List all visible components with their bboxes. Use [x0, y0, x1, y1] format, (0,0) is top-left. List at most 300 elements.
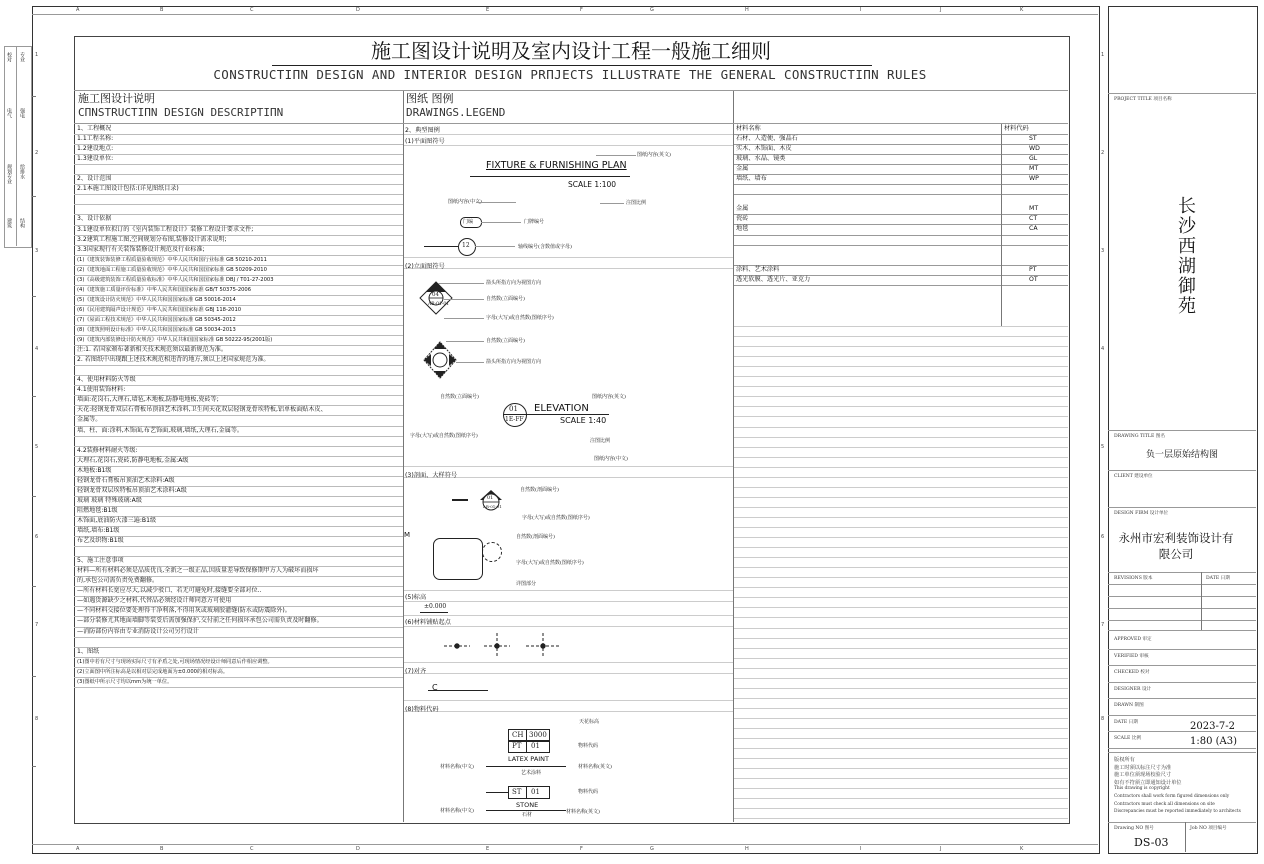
- ruler-left-1: 1: [35, 52, 39, 58]
- materials-empty-rule: [734, 758, 1068, 759]
- ruler-top-E: E: [486, 7, 490, 13]
- code-box-st-code: ST: [512, 788, 522, 796]
- plan-note-scale: 注图比例: [626, 200, 647, 206]
- materials-empty-rule: [734, 658, 1068, 659]
- description-line: 3.2建筑工程施工图,空间规划分布图,装修设计需求说明;: [77, 235, 227, 243]
- description-line: (5)《建筑设计防火规范》中华人民共和国国家标准 GB 50016-2014: [77, 296, 236, 303]
- description-line: 1.3建设单位:: [77, 155, 114, 163]
- description-line: —如遇货源缺少之材料,代替品必须经设计师同意方可使用: [77, 597, 232, 605]
- m-mark: M: [404, 531, 411, 539]
- axis-line: [424, 246, 458, 247]
- materials-empty-rule: [734, 497, 1068, 498]
- materials-empty-rule: [734, 396, 1068, 397]
- description-row-rule: [74, 164, 403, 165]
- description-line: 金属等。: [77, 416, 102, 424]
- material-code: MT: [1029, 205, 1039, 213]
- plan-note-cn: 图纸内容(中文): [448, 199, 482, 205]
- ruler-left-tick: [32, 496, 36, 497]
- materials-empty-rule: [734, 698, 1068, 699]
- stone-note-3: 材料名称(英文): [566, 809, 600, 815]
- description-line: 大理石,花岗石,瓷砖,防静电地板,金属:A级: [77, 456, 189, 464]
- description-row-rule: [74, 546, 403, 547]
- header-rule: [74, 90, 1068, 91]
- materials-empty-rule: [734, 607, 1068, 608]
- materials-empty-rule: [734, 678, 1068, 679]
- materials-empty-rule: [734, 537, 1068, 538]
- material-code: CA: [1029, 225, 1038, 233]
- description-line: 布艺及织物:B1级: [77, 537, 124, 545]
- description-line: 轻钢龙骨石膏板吊顶油艺术涂料:A级: [77, 476, 175, 484]
- materials-empty-rule: [734, 376, 1068, 377]
- ruler-left-6: 6: [35, 534, 39, 540]
- title-underline: [272, 65, 872, 66]
- plan-scale: SCALE 1:100: [568, 180, 617, 189]
- ruler-top-J: J: [940, 7, 942, 13]
- code-box-1-code: CH: [512, 731, 524, 739]
- ruler-right-2: 2: [1101, 150, 1105, 156]
- st-line: [486, 792, 508, 793]
- materials-empty-rule: [734, 326, 1068, 327]
- description-row-rule: [74, 637, 403, 638]
- material-code: MT: [1029, 165, 1039, 173]
- materials-row-rule: [734, 164, 1068, 165]
- tb-note: Discrepancies must be reported immediately to architects: [1114, 809, 1241, 815]
- code-box-1-note: 天花标高: [579, 719, 600, 725]
- description-line: 木地板:B1级: [77, 466, 112, 474]
- elev-note-3-leader: [444, 318, 484, 319]
- materials-row-rule: [734, 235, 1068, 236]
- ruler-top-A: A: [76, 7, 80, 13]
- description-line: 4.2装修材料耐火等级:: [77, 446, 138, 454]
- legend-row-rule: [404, 268, 733, 269]
- description-line: 1.1工程名称:: [77, 135, 114, 143]
- description-line: 4.1使用装饰材料:: [77, 386, 126, 394]
- door-tag-leader: [481, 222, 521, 223]
- elev-note-3: 字母(大写)或自然数(图纸序号): [486, 315, 554, 321]
- tb-approval-rule: [1108, 665, 1256, 666]
- materials-empty-rule: [734, 638, 1068, 639]
- elev-note-1-leader: [438, 283, 484, 284]
- ruler-right-3: 3: [1101, 248, 1105, 254]
- ruler-left-tick: [32, 96, 36, 97]
- materials-empty-rule: [734, 718, 1068, 719]
- tb-firm-name: 永州市宏利装饰设计有限公司: [1118, 531, 1234, 561]
- tb-note: This drawing is copyright: [1114, 786, 1170, 792]
- tb-scale-value: 1:80 (A3): [1190, 736, 1238, 747]
- material-name: 瓷砖: [736, 215, 749, 223]
- description-line: 2. 若图纸中出现跟上述技术规范相违背的地方,须以上述国家规范为准。: [77, 356, 270, 364]
- sign-strip-8: 结构: [19, 218, 25, 228]
- description-line: 墙纸,墙布:B1级: [77, 527, 120, 534]
- legend-row-rule: [404, 145, 733, 146]
- ruler-left-7: 7: [35, 622, 39, 628]
- ruler-bottom-I: I: [860, 846, 862, 852]
- tb-drawing-label: DRAWING TITLE 图名: [1114, 434, 1165, 439]
- ruler-top-B: B: [160, 7, 164, 13]
- material-name: 地毯: [736, 225, 749, 233]
- elevation-diamond-icon: [412, 280, 460, 316]
- elevation-sub: 1E-FF: [505, 416, 524, 423]
- tb-approval-rule: [1108, 715, 1256, 716]
- materials-row-rule: [734, 174, 1068, 175]
- elev-label-note-2: 图纸内容(英文): [592, 394, 626, 400]
- legend-row-rule: [404, 590, 733, 591]
- code-box-st-note: 物料代码: [578, 789, 599, 795]
- legend-row-rule: [404, 257, 733, 258]
- sign-strip-6: 给排水: [19, 164, 25, 179]
- latex-note-1: 材料名称(中文): [440, 764, 474, 770]
- description-row-rule: [74, 466, 403, 467]
- axis-tag-note: 轴线编号(含数值或字母): [518, 244, 572, 250]
- code-box-2: [508, 740, 550, 753]
- description-line: 1、工程概况: [77, 125, 112, 132]
- description-line: (7)《屋面工程技术规范》中华人民共和国国家标准 GB 50345-2012: [77, 316, 236, 323]
- ruler-top-F: F: [580, 7, 583, 13]
- description-line: (2)立面图中所注标高是以相对层完成地面为±0.000的相对标高。: [77, 668, 229, 675]
- description-line: 轻钢龙骨双层埃特板吊顶油艺术涂料:A级: [77, 486, 187, 494]
- material-name: 实木、木饰面、木皮: [736, 145, 792, 153]
- materials-empty-rule: [734, 356, 1068, 357]
- materials-empty-rule: [734, 748, 1068, 749]
- ruler-left-8: 8: [35, 716, 39, 722]
- code-box-1-num: 3000: [529, 731, 547, 739]
- elev-note-1: 箭头所指方向为视图方向: [486, 280, 542, 286]
- tb-date-row-label: DATE 日期: [1114, 719, 1138, 725]
- description-line: 阻燃地毯:B1级: [77, 506, 118, 514]
- tb-rev-rule: [1108, 584, 1256, 585]
- legend-sec-1a: (1)平面图符号: [405, 138, 445, 145]
- ruler-bottom-E: E: [486, 846, 490, 852]
- section-sub: AR-01-01: [483, 504, 502, 509]
- tb-verified: VERIFIED 审核: [1114, 653, 1149, 659]
- materials-empty-rule: [734, 708, 1068, 709]
- axis-tag-leader: [475, 246, 515, 247]
- mid-head-en: DRAWINGS.LEGEND: [406, 106, 506, 119]
- elev-note-4: 自然数(立面编号): [486, 338, 525, 344]
- stone-note-2: 石材: [522, 812, 533, 818]
- align-line: [428, 690, 488, 691]
- ruler-bottom-D: D: [356, 846, 360, 852]
- ruler-top-G: G: [650, 7, 654, 13]
- material-name: 金属: [736, 165, 749, 173]
- left-head-en: CΠNSTRUCTIΠN DESIGN DESCRIPTIΠN: [78, 106, 284, 119]
- latex-note-2: 艺术涂料: [521, 770, 542, 776]
- tb-approval-rule: [1108, 649, 1256, 650]
- ruler-left-tick: [32, 586, 36, 587]
- materials-empty-rule: [734, 728, 1068, 729]
- axis-tag: 12: [462, 242, 470, 249]
- ruler-left-tick: [32, 196, 36, 197]
- legend-row-rule: [404, 711, 733, 712]
- tb-approval-rule: [1108, 682, 1256, 683]
- sign-strip: [4, 46, 30, 246]
- detail-note-3: 详图部分: [516, 581, 537, 587]
- tb-note: Contractors shall work form figured dimensions only: [1114, 794, 1230, 799]
- tb-note: Contractors must check all dimensions on site: [1114, 801, 1215, 807]
- description-row-rule: [74, 134, 403, 135]
- description-row-rule: [74, 194, 403, 195]
- description-row-rule: [74, 174, 403, 175]
- materials-empty-rule: [734, 507, 1068, 508]
- description-line: 3.3国家现行有关装饰装修设计规范及行业标准;: [77, 245, 205, 253]
- description-line: —不同材料交接位要处理得干净利落,不得用灰或玻璃胶灌缝(防水或防震除外)。: [77, 607, 291, 615]
- materials-empty-rule: [734, 427, 1068, 428]
- tb-job-no-label: Job NO 项目编号: [1190, 826, 1227, 831]
- ruler-bottom-J: J: [940, 846, 942, 852]
- legend-row-rule: [404, 601, 733, 602]
- description-line: 材料—所有材料必须是品质优良,全新之一级正品,因质量差导致保修期甲方人为破坏而损坏: [77, 567, 319, 575]
- description-row-rule: [74, 214, 403, 215]
- legend-row-rule: [404, 615, 733, 616]
- materials-empty-rule: [734, 346, 1068, 347]
- code-box-st-num: 01: [531, 788, 540, 796]
- plan-note-en: 图纸内容(英文): [637, 152, 671, 158]
- code-box-st: [508, 786, 550, 799]
- legend-sec-5: (5)标高: [405, 594, 427, 601]
- door-tag-note: 门牌编号: [524, 219, 545, 225]
- page-title-cn: 施工图设计说明及室内设计工程一般施工细则: [371, 39, 771, 63]
- ruler-left-tick: [32, 396, 36, 397]
- tb-revisions-label: REVISIONS 版本: [1114, 576, 1153, 581]
- code-box-2-num: 01: [531, 742, 540, 750]
- elevation-scale: SCALE 1:40: [560, 416, 607, 425]
- materials-empty-rule: [734, 527, 1068, 528]
- description-line: (2)《建筑地面工程施工质量验收规范》中华人民共和国国家标准 GB 50209-2010: [77, 266, 267, 273]
- legend-row-rule: [404, 673, 733, 674]
- ruler-top-H: H: [745, 7, 749, 13]
- description-row-rule: [74, 436, 403, 437]
- tb-rule-1: [1108, 93, 1256, 94]
- section-note-2: 字母(大写)或自然数(图纸序号): [522, 515, 590, 521]
- tb-note: 施工时须以标注尺寸为准: [1114, 764, 1172, 771]
- material-name: 墙纸、墙布: [736, 175, 767, 183]
- material-start-icons: [440, 630, 570, 660]
- tb-firm-label: DESIGN FIRM 设计单位: [1114, 511, 1169, 516]
- sign-strip-4: 强电: [19, 108, 25, 118]
- materials-empty-rule: [734, 457, 1068, 458]
- latex-note-3: 材料名称(英文): [578, 764, 612, 770]
- tb-rule-4: [1108, 507, 1256, 508]
- ruler-left-tick: [32, 296, 36, 297]
- stone-note-1: 材料名称(中文): [440, 808, 474, 814]
- ruler-top-line: [32, 14, 1098, 15]
- description-line: (9)《建筑内部装修设计防火规范》中华人民共和国国家标准 GB 50222-95(2001版): [77, 337, 273, 344]
- elev-label-note-4: 注图比例: [590, 438, 611, 444]
- materials-empty-rule: [734, 798, 1068, 799]
- plan-title: FIXTURE & FURNISHING PLAN: [486, 160, 627, 171]
- detail-box-icon: [433, 538, 483, 580]
- ruler-bottom-A: A: [76, 846, 80, 852]
- description-line: —消防部份内容由专业消防设计公司另行设计: [77, 627, 199, 635]
- elevation-title: ELEVATION: [534, 403, 589, 414]
- latex-label: LATEX PAINT: [508, 755, 550, 763]
- description-row-rule: [74, 526, 403, 527]
- tb-note: 版权所有: [1114, 757, 1135, 763]
- material-name: 玻璃、水晶、镜类: [736, 155, 786, 163]
- materials-row-rule: [734, 194, 1068, 195]
- tb-drawn: DRAWN 制图: [1114, 703, 1144, 708]
- description-line: (8)《建筑照明设计标准》中华人民共和国国家标准 GB 50034-2013: [77, 327, 236, 333]
- elevation-fourway-icon: [420, 340, 460, 380]
- level-mark: ±0.000: [424, 603, 447, 610]
- description-line: 1、图纸: [77, 647, 100, 655]
- materials-empty-rule: [734, 778, 1068, 779]
- ruler-top-C: C: [250, 7, 254, 13]
- tb-date-label: DATE 日期: [1206, 576, 1230, 581]
- legend-sec-1: 2、典型图例: [405, 127, 440, 134]
- sign-strip-7: 建筑: [6, 218, 12, 228]
- ruler-bottom-G: G: [650, 846, 654, 852]
- tb-rule-2: [1108, 430, 1256, 431]
- tb-approval-rule: [1108, 698, 1256, 699]
- ruler-top-D: D: [356, 7, 360, 13]
- materials-empty-rule: [734, 467, 1068, 468]
- detail-note-2: 字母(大写)或自然数(图纸序号): [516, 560, 584, 566]
- stone-label: STONE: [516, 801, 539, 809]
- description-line: 3.1建设单位拟订的《室内装饰工程设计》装修工程设计要求文件;: [77, 225, 254, 233]
- materials-empty-rule: [734, 668, 1068, 669]
- description-row-rule: [74, 204, 403, 205]
- tb-rev-rule: [1108, 630, 1256, 631]
- legend-sec-6: (6)材料铺贴起点: [405, 619, 451, 626]
- tb-drawing-no-label: Drawing NO 图号: [1114, 826, 1154, 831]
- legend-row-rule: [404, 662, 733, 663]
- door-tag: 门编: [463, 219, 474, 225]
- elev-label-note-1: 自然数(立面编号): [440, 394, 479, 400]
- section-cut-line: [452, 499, 468, 501]
- elevation-tag-top: 04: [432, 292, 439, 298]
- material-code: WD: [1029, 145, 1040, 153]
- plan-title-bar: [470, 176, 630, 177]
- material-code: ST: [1029, 135, 1037, 143]
- code-box-2-divider: [526, 741, 527, 752]
- tb-project-name: 长沙西湖御苑: [1175, 196, 1196, 316]
- material-name: 透光软膜、透光片、亚克力: [736, 275, 811, 283]
- ruler-bottom-line: [32, 844, 1098, 845]
- description-line: (1)《建筑装饰装修工程质量验收规范》中华人民共和国行业标准 GB 50210-2011: [77, 256, 267, 263]
- tb-no-divider: [1185, 822, 1186, 852]
- materials-empty-rule: [734, 768, 1068, 769]
- ruler-right-6: 6: [1101, 534, 1105, 540]
- sign-strip-3: 电气: [6, 108, 12, 118]
- level-line: [420, 612, 448, 613]
- tb-rev-rule: [1108, 620, 1256, 621]
- materials-empty-rule: [734, 447, 1068, 448]
- description-line: 2、设计范围: [77, 175, 112, 183]
- description-line: 1.2建设地点:: [77, 145, 114, 153]
- description-line: 天花:轻钢龙骨双层石膏板吊顶油艺术涂料,卫生间天花双层轻钢龙骨埃特板,铝单板面贴木皮、: [77, 406, 327, 414]
- description-row-rule: [74, 647, 403, 648]
- tb-scale-label: SCALE 比例: [1114, 736, 1142, 741]
- material-name: 涂料、艺术涂料: [736, 265, 780, 273]
- materials-header-code: 材料代码: [1004, 125, 1029, 132]
- description-row-rule: [74, 144, 403, 145]
- ruler-left-3: 3: [35, 248, 39, 254]
- materials-empty-rule: [734, 818, 1068, 819]
- detail-note-1: 自然数(剖面编号): [516, 534, 555, 540]
- materials-empty-rule: [734, 738, 1068, 739]
- mid-head-cn: 图纸 图例: [406, 92, 454, 105]
- detail-circle-icon: [482, 542, 502, 562]
- tb-rule-6: [1108, 752, 1256, 753]
- materials-empty-rule: [734, 406, 1068, 407]
- materials-empty-rule: [734, 336, 1068, 337]
- sign-strip-5: 规划专业: [6, 164, 12, 184]
- material-code: CT: [1029, 215, 1038, 223]
- ruler-left-5: 5: [35, 444, 39, 450]
- ruler-right-8: 8: [1101, 716, 1105, 722]
- elev-note-2-leader: [444, 299, 484, 300]
- materials-empty-rule: [734, 557, 1068, 558]
- ruler-bottom-B: B: [160, 846, 164, 852]
- legend-row-rule: [404, 134, 733, 135]
- description-row-rule: [74, 154, 403, 155]
- materials-header-name: 材料名称: [736, 125, 761, 132]
- sign-strip-1: 校对: [6, 52, 12, 62]
- ruler-right-4: 4: [1101, 346, 1105, 352]
- code-box-2-note: 物料代码: [578, 743, 599, 749]
- material-code: OT: [1029, 275, 1038, 283]
- material-code: PT: [1029, 265, 1037, 273]
- description-row-rule: [74, 506, 403, 507]
- elev-label-note-5: 图纸内容(中文): [594, 456, 628, 462]
- tb-rev-divider: [1201, 572, 1202, 630]
- legend-sec-8: (8)物料代码: [405, 706, 439, 713]
- description-row-rule: [74, 415, 403, 416]
- description-line: (3)《高级建筑装饰工程质量验收标准》中华人民共和国国家标准 DBJ / T01-27-2003: [77, 276, 274, 283]
- ruler-bottom-F: F: [580, 846, 583, 852]
- plan-note-en-leader: [596, 155, 636, 156]
- ruler-bottom-C: C: [250, 846, 254, 852]
- elevation-num: 01: [509, 405, 518, 413]
- description-line: 4、使用材料防火等级: [77, 376, 136, 384]
- left-head-cn: 施工图设计说明: [78, 92, 155, 105]
- code-box-2-code: PT: [512, 742, 522, 750]
- materials-code-divider: [1001, 124, 1002, 326]
- material-name: 石材、人造便、强晶石: [736, 135, 798, 143]
- description-line: —所有材料长宽应尽大,以减少驳口、若无可避免时,接缝要全部对位..: [77, 587, 262, 595]
- description-line: (1)图中若有尺寸与现场实际尺寸有矛盾之处,可现场情况经设计师同意后作相应调整。: [77, 658, 273, 665]
- materials-empty-rule: [734, 617, 1068, 618]
- tb-date-value: 2023-7-2: [1190, 721, 1235, 732]
- ruler-right-7: 7: [1101, 622, 1105, 628]
- legend-row-rule: [404, 626, 733, 627]
- description-row-rule: [74, 365, 403, 366]
- materials-empty-rule: [734, 688, 1068, 689]
- description-line: 玻璃 玻璃 特殊玻璃:A级: [77, 496, 142, 504]
- subheader-rule: [74, 123, 1068, 124]
- description-row-rule: [74, 687, 403, 688]
- legend-sec-2: (2)立面图符号: [405, 263, 445, 270]
- ruler-bottom-K: K: [1020, 846, 1024, 852]
- ruler-top-K: K: [1020, 7, 1024, 13]
- materials-empty-rule: [734, 487, 1068, 488]
- materials-empty-rule: [734, 547, 1068, 548]
- legend-sec-3: (3)剖面、大样符号: [405, 472, 458, 479]
- description-line: 注:1. 若国家颁布著新相关技术规范须以最新规范为准。: [77, 346, 227, 354]
- col-divider-1: [403, 90, 404, 822]
- materials-row-rule: [734, 265, 1068, 266]
- tb-approved: APPROVED 审定: [1114, 637, 1152, 642]
- ruler-left-2: 2: [35, 150, 39, 156]
- legend-row-rule: [404, 700, 733, 701]
- ruler-left-tick: [32, 676, 36, 677]
- elev-note-5-leader: [456, 362, 484, 363]
- tb-drawing-no: DS-03: [1134, 836, 1169, 849]
- ruler-bottom-H: H: [745, 846, 749, 852]
- elev-note-4-leader: [446, 341, 484, 342]
- ruler-top-I: I: [860, 7, 862, 13]
